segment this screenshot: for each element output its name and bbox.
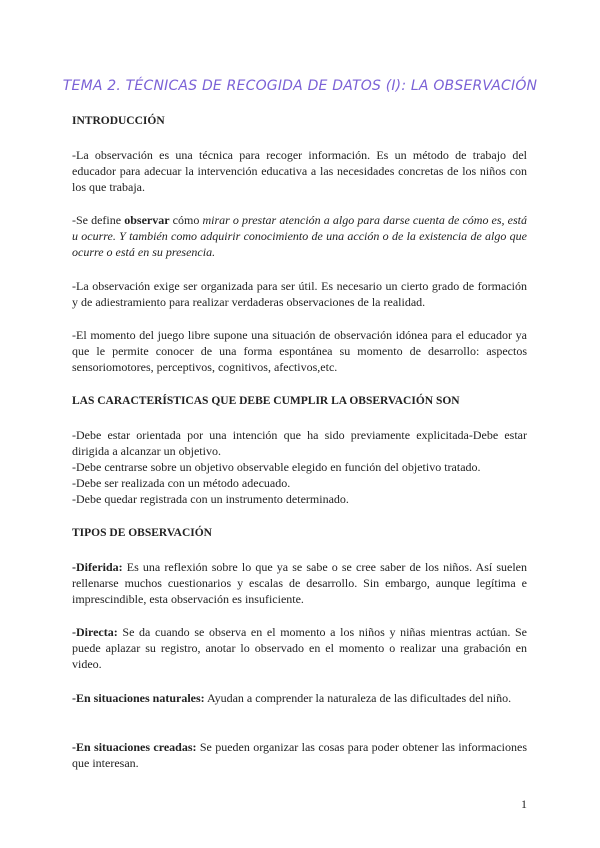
type-description: Se da cuando se observa en el momento a los niños y niñas mientras actúan. Se puede aplazar su registro, anotar lo observado en el momento o realizar una grabación en video. [72,625,527,671]
type-description: Es una reflexión sobre lo que ya se sabe o se cree saber de los niños. Así suelen rellenarse muchos cuestionarios y escalas de desarrollo. Sin embargo, aunque legítima e imprescindible, esta observación es insuficiente. [72,560,527,606]
definition-connector: cómo [169,213,203,227]
type-item-diferida [72,559,527,607]
intro-heading: INTRODUCCIÓN [72,115,165,127]
characteristic-item: -Debe quedar registrada con un instrumento determinado. [72,492,349,506]
type-description: Se pueden organizar las cosas para poder obtener las informaciones que interesan. [72,740,527,770]
characteristics-heading: LAS CARACTERÍSTICAS QUE DEBE CUMPLIR LA OBSERVACIÓN SON [72,395,460,407]
intro-paragraph-1: -La observación es una técnica para recoger información. Es un método de trabajo del educador para adecuar la intervención educativa a las necesidades concretas de los niños con los que trabaja. [72,148,527,194]
intro-paragraph-4: -El momento del juego libre supone una situación de observación idónea para el educador ya que le permite conocer de una forma espontánea su momento de desarrollo: aspectos sensoriomotores, perceptivos, cognitivos, afectivos,etc. [72,328,527,374]
type-item-naturales [72,690,527,706]
characteristic-item: -Debe ser realizada con un método adecuado. [72,476,291,490]
type-label: -En situaciones naturales: [72,691,205,705]
characteristic-item: -Debe centrarse sobre un objetivo observable elegido en función del objetivo tratado. [72,460,481,474]
type-item-creadas [72,739,527,771]
definition-prefix: -Se define [72,213,125,227]
intro-paragraph-3: -La observación exige ser organizada para ser útil. Es necesario un cierto grado de formación y de adiestramiento para realizar verdaderas observaciones de la realidad. [72,279,527,309]
type-label: -Diferida: [72,560,123,574]
intro-paragraph-2 [72,212,527,260]
types-heading: TIPOS DE OBSERVACIÓN [72,527,212,539]
type-description: Ayudan a comprender la naturaleza de las dificultades del niño. [204,691,512,705]
type-item-directa [72,624,527,672]
document-title: TEMA 2. TÉCNICAS DE RECOGIDA DE DATOS (I): LA OBSERVACIÓN [62,78,538,94]
type-label: -En situaciones creadas: [72,740,197,754]
characteristic-item: -Debe estar orientada por una intención que ha sido previamente explicitada-Debe estar dirigida a alcanzar un objetivo. [72,428,527,458]
page-number: 1 [521,797,527,811]
characteristics-list [72,427,527,507]
definition-text: mirar o prestar atención a algo para darse cuenta de cómo es, está u ocurre. Y también como adquirir conocimiento de una acción o de la existencia de algo que ocurre o está en su presencia. [72,213,527,259]
definition-term: observar [124,213,170,227]
type-label: -Directa: [72,625,118,639]
